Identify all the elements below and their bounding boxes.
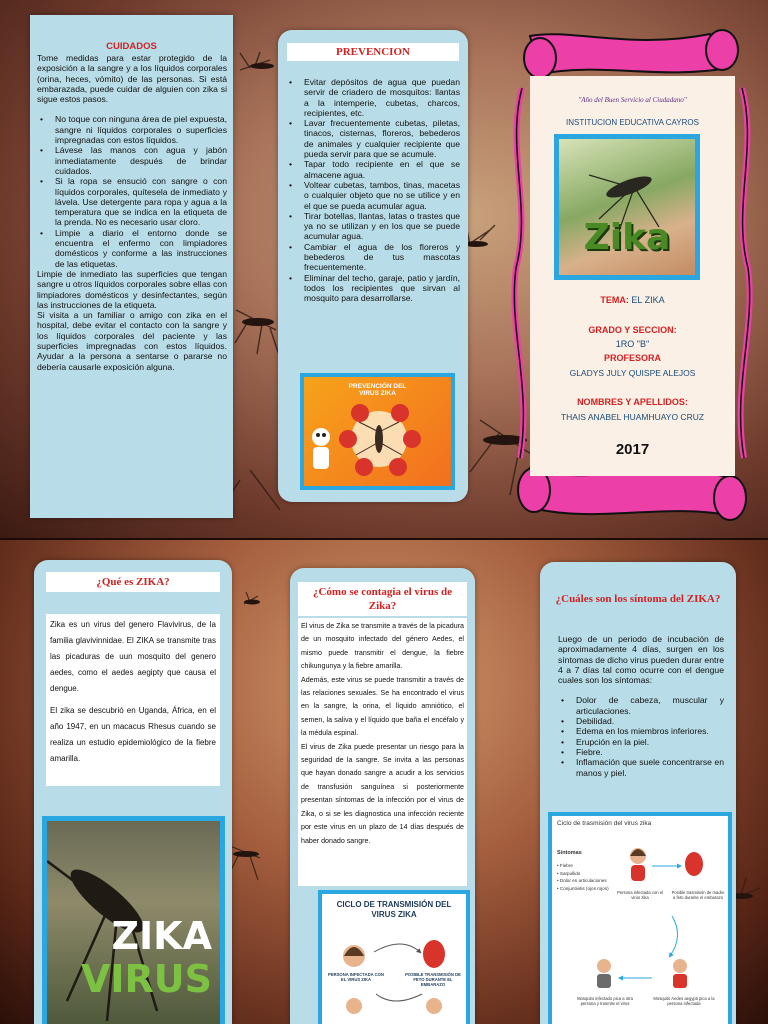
- cover-institution: INSTITUCION EDUCATIVA CAYROS: [566, 118, 699, 127]
- que-es-p1: Zika es un virus del genero Flavivirus, de la familia glavivinnidae. El ZIKA se transmite tras las picaduras de uun mosquito del genero aedes, como el aedes aegipty que causa el dengue.: [50, 620, 216, 693]
- zika-image-word-2: VIRUS: [80, 957, 212, 1001]
- zika-image-word-1: ZIKA: [111, 914, 212, 958]
- cycle-illustration: [322, 894, 466, 1024]
- prevencion-item: • Eliminar del techo, garaje, patio y jardín, todos los recipientes que sirvan al mosquito para desarrollarse.: [286, 273, 460, 304]
- contagia-panel: [290, 568, 475, 1024]
- sintomas-body: [558, 634, 724, 778]
- cuidados-intro: Tome medidas para estar protegido de la exposición a la sangre y a los líquidos corporales (orina, heces, vómito) de las personas. Si está embarazada, puede cuidar de alguien con zika si sigue estos pasos.: [37, 53, 227, 105]
- sintomas-item: • Dolor de cabeza, muscular y articulaciones.: [558, 695, 724, 716]
- cycle-image: [318, 890, 470, 1024]
- diagram-sintoma: • Conjuntivitis (ojos rojos): [557, 885, 609, 891]
- cover-panel: [510, 28, 755, 528]
- contagia-textbox: [298, 618, 467, 886]
- prevencion-panel: [278, 30, 468, 502]
- diagram-sintomas-title: Síntomas: [557, 850, 582, 856]
- cuidados-panel: [30, 15, 233, 518]
- prevencion-image: [300, 373, 455, 490]
- cuidados-item: • Si la ropa se ensució con sangre o con líquidos corporales, quítesela de inmediato y lávela. Use detergente para ropa y agua a la temperatura que se indica en la etiqueta de la prenda. No es necesario usar cloro.: [37, 176, 227, 227]
- sintomas-item: • Debilidad.: [558, 716, 724, 726]
- cuidados-body: [37, 53, 227, 372]
- que-es-p2: El zika se descubrió en Uganda, África, en el año 1947, en un macacus Rhesus cuando se realiza un estudio epidemiológico de la fiebre amarilla.: [50, 706, 216, 763]
- sintomas-panel: [540, 562, 736, 1024]
- prevencion-item: • Voltear cubetas, tambos, tinas, macetas o cualquier objeto que no se utilice y en el que se pueda acumular agua.: [286, 180, 460, 211]
- contagia-title: ¿Cómo se contagia el virus de Zika?: [298, 582, 467, 616]
- diagram-title: Ciclo de trasmisión del virus zika: [557, 820, 652, 827]
- sintomas-item: • Erupción en la piel.: [558, 737, 724, 747]
- cuidados-item: • Lávese las manos con agua y jabón inmediatamente después de brindar cuidados.: [37, 145, 227, 176]
- tema-label: TEMA:: [600, 295, 629, 305]
- diagram-sintoma: • Fiebre: [557, 863, 573, 868]
- grado-value: 1RO "B": [615, 339, 650, 349]
- diagram-label-infected: Persona infectada con el virus zika: [616, 890, 664, 901]
- zika-virus-image: [42, 816, 225, 1024]
- sintomas-diagram: [548, 812, 732, 1024]
- prevencion-list: [286, 77, 460, 304]
- grado-label: GRADO Y SECCION:: [588, 325, 677, 335]
- prevencion-image-title: PREVENCIÓN DEL VIRUS ZIKA: [348, 383, 407, 397]
- profesora-value: GLADYS JULY QUISPE ALEJOS: [569, 368, 696, 378]
- cover-image-text: Zika: [583, 217, 671, 258]
- cover-motto: "Año del Buen Servicio al Ciudadano": [578, 96, 687, 104]
- contagia-p1: El virus de Zika se transmite a través de la picadura de un mosquito infectado del género Aedes, el mismo puede transmitir el dengue, la fiebre chikungunya y la fiebre amarilla.: [301, 622, 464, 671]
- cover-image: [554, 134, 700, 280]
- diagram-sintoma: • Sarpullido: [557, 870, 581, 876]
- contagia-p2: Además, este virus se puede transmitir a través de las relaciones sexuales. Se ha encontrado el virus en la sangre, la orina, el líquido amniótico, el semen, la saliva y el líquido que baña el encéfalo y la médula espinal.: [301, 675, 464, 738]
- cuidados-list: [37, 114, 227, 268]
- brochure-inside: [0, 540, 768, 1024]
- cuidados-outro-1: Limpie de inmediato las superficies que tengan sangre u otros líquidos corporales sobre ellas con limpiadores domésticos y desinfectantes, según las instrucciones de la etiqueta.: [37, 268, 227, 310]
- prevencion-title: PREVENCION: [287, 43, 459, 61]
- cover-tema: [530, 295, 735, 305]
- sintomas-list: [558, 695, 724, 777]
- contagia-p3: El virus de Zika puede presentar un riesgo para la seguridad de la sangre. Se invita a las personas que hayan donado sangre a acudir a los servicios de transfusión sanguínea si posteriormente presentan síntomas de la infección por el virus de Zika, o si se les diagnostica una infección reciente por este virus en un plazo de 14 días después de haber donado sangre.: [301, 742, 464, 845]
- diagram-illustration: [552, 816, 728, 1024]
- cycle-label-fetus: POSIBLE TRANSMISIÓN DE FETO DURANTE EL EMBARAZO: [405, 972, 461, 987]
- cuidados-item: • Limpie a diario el entorno donde se encuentra el enfermo con limpiadores domésticos y conforme a las instrucciones de las etiquetas.: [37, 228, 227, 269]
- prevention-illustration: [304, 377, 451, 486]
- diagram-label-fetus: Posible trasmisión de madre a feto durante el embarazo: [671, 890, 725, 901]
- cuidados-item: • No toque con ninguna área de piel expuesta, sangre ni líquidos corporales o superficies impregnadas con estos líquidos.: [37, 114, 227, 145]
- cuidados-title: CUIDADOS: [106, 41, 157, 52]
- profesora-label: PROFESORA: [603, 353, 661, 363]
- diagram-label-mosquito-1: Mosquito infectado pica a otra persona y trasmite el virus: [577, 996, 633, 1007]
- cycle-title: CICLO DE TRANSMISIÓN DEL VIRUS ZIKA: [336, 900, 452, 919]
- diagram-label-mosquito-2: Mosquito Aedes aegypti pica a la persona infectada: [653, 996, 715, 1007]
- prevencion-item: • Evitar depósitos de agua que puedan servir de criadero de mosquitos: llantas a la intemperie, cubetas, charcos, recipientes, etc.: [286, 77, 460, 118]
- prevencion-item: • Tapar todo recipiente en el que se almacene agua.: [286, 159, 460, 180]
- cuidados-outro-2: Si visita a un familiar o amigo con zika en el hospital, debe evitar el contacto con la sangre y los líquidos corporales del paciente y las superficies impregnadas con estos líquidos. Ayudar a la persona a sentarse o pararse no debería causarle exposición alguna.: [37, 310, 227, 372]
- sintomas-item: • Edema en los miembros inferiores.: [558, 726, 724, 736]
- nombres-value: THAIS ANABEL HUAMHUAYO CRUZ: [560, 412, 705, 422]
- prevencion-item: • Lavar frecuentemente cubetas, piletas, tinacos, cisternas, floreros, bebederos de animales y cualquier recipiente que pueda servir para que se acumule.: [286, 118, 460, 159]
- diagram-sintoma: • Dolor en articulaciones: [557, 878, 607, 883]
- prevencion-item: • Tirar botellas, llantas, latas o trastes que ya no se utilizan y en los que se puede acumular agua.: [286, 211, 460, 242]
- nombres-label: NOMBRES Y APELLIDOS:: [577, 397, 688, 407]
- sintomas-title: ¿Cuáles son los síntoma del ZIKA?: [555, 593, 721, 605]
- prevencion-body: [286, 77, 460, 304]
- que-es-panel: [34, 560, 232, 1024]
- sintomas-item: • Fiebre.: [558, 747, 724, 757]
- que-es-textbox: [46, 614, 220, 786]
- tema-value: EL ZIKA: [631, 295, 665, 305]
- sintomas-item: • Inflamación que suele concentrarse en manos y piel.: [558, 757, 724, 778]
- sintomas-intro: Luego de un periodo de incubación de aproximadamente 4 días, surgen en los síntomas de dicho virus pueden durar entre 4 a 7 días tal como ocurre con el dengue cuales son los síntomas:: [558, 634, 724, 686]
- que-es-title: ¿Qué es ZIKA?: [46, 572, 220, 592]
- cycle-label-infected: PERSONA INFECTADA CON EL VIRUS ZIKA: [328, 972, 384, 982]
- cover-year: 2017: [615, 441, 650, 458]
- prevencion-item: • Cambiar el agua de los floreros y bebederos de tus mascotas frecuentemente.: [286, 242, 460, 273]
